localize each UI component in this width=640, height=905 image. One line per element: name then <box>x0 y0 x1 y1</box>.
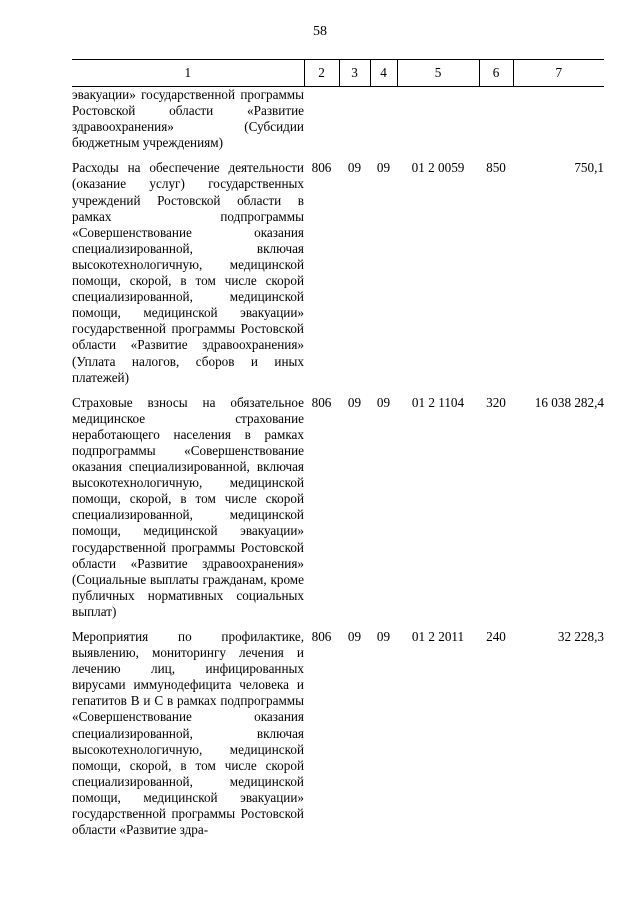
budget-table <box>72 59 604 838</box>
expense-type-code: 850 <box>486 160 506 176</box>
row-description: Страховые взносы на обязательное медицинское страхование неработающего населения в рамках подпрограммы «Совершенствование оказания специализированной, включая высокотехнологичную, медицинской помощи, скорой, в том числе скорой специализированной, медицинской помощи, медицинской эвакуации» государственной программы Ростовской области «Развитие здравоохранения» (Социальные выплаты гражданам, кроме публичных нормативных социальных выплат) <box>72 394 304 619</box>
target-article-code: 01 2 2011 <box>411 629 465 644</box>
ministry-code: 806 <box>311 629 332 644</box>
subsection-code: 09 <box>376 629 391 644</box>
table-row <box>72 160 604 385</box>
amount: 32 228,3 <box>557 629 604 644</box>
table-row <box>72 629 604 838</box>
table-row <box>72 87 604 152</box>
ministry-code: 806 <box>311 160 332 176</box>
ministry-code <box>304 87 339 152</box>
subsection-code: 09 <box>376 394 391 410</box>
amount <box>513 87 604 152</box>
column-header: 1 <box>72 60 304 87</box>
row-description: Мероприятия по профилактике, выявлению, мониторингу лечения и лечению лиц, инфицированных вирусами иммунодефицита человека и гепатитов B и C в рамках подпрограммы «Совершенствование оказания специализированной, включая высокотехнологичную, медицинской помощи, скорой, в том числе скорой специализированной, медицинской помощи, медицинской эвакуации» государственной программы Ростовской области «Развитие здра- <box>72 629 304 838</box>
ministry-code: 806 <box>311 394 332 410</box>
amount: 750,1 <box>574 160 604 176</box>
section-code: 09 <box>347 160 362 176</box>
expense-type-code: 320 <box>486 394 506 410</box>
section-code: 09 <box>347 629 362 644</box>
page-number: 58 <box>313 24 327 39</box>
section-code <box>339 87 370 152</box>
table-header-row <box>72 60 604 87</box>
amount: 16 038 282,4 <box>534 394 604 410</box>
row-description: эвакуации» государственной программы Ростовской области «Развитие здравоохранения» (Субсидии бюджетным учреждениям) <box>72 87 304 151</box>
target-article-code: 01 2 0059 <box>411 160 465 176</box>
section-code: 09 <box>347 394 362 410</box>
column-header: 5 <box>397 60 479 87</box>
subsection-code <box>370 87 397 152</box>
expense-type-code <box>479 87 513 152</box>
row-description: Расходы на обеспечение деятельности (оказание услуг) государственных учреждений Ростовской области в рамках подпрограммы «Совершенствование оказания специализированной, включая высокотехнологичную, медицинской помощи, скорой, в том числе скорой специализированной, медицинской помощи, медицинской эвакуации» государственной программы Ростовской области «Развитие здравоохранения» (Уплата налогов, сборов и иных платежей) <box>72 160 304 385</box>
target-article-code: 01 2 1104 <box>411 394 465 410</box>
column-header: 4 <box>370 60 397 87</box>
table-row <box>72 395 604 620</box>
column-header: 7 <box>513 60 604 87</box>
subsection-code: 09 <box>376 160 391 176</box>
column-header: 6 <box>479 60 513 87</box>
column-header: 2 <box>304 60 339 87</box>
expense-type-code: 240 <box>486 629 506 644</box>
target-article-code <box>397 87 479 152</box>
column-header: 3 <box>339 60 370 87</box>
